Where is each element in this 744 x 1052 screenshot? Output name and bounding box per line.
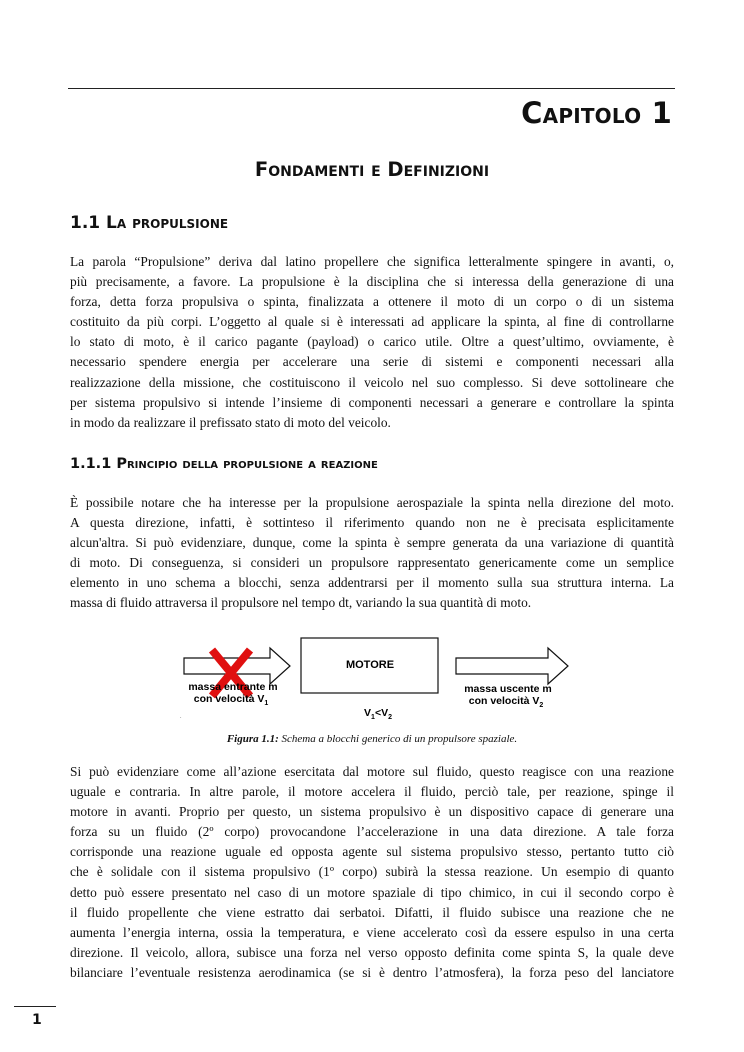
inlet-label-line2: con velocità $V_1$: [193, 693, 269, 707]
text-line: aumenta l’energia interna, ossia la temperatura, e viene accelerato così da essere espulso in una certa: [70, 924, 674, 940]
velocity-relation: $V_1<V_2$: [364, 707, 392, 721]
text-line: bilanciare l’eventuale resistenza aerodinamica (se si è dentro l’atmosfera), la forza peso del lanciatore: [70, 964, 674, 980]
text-line: di moto. Di conseguenza, si consideri un propulsore rappresentato genericamente come un semplice: [70, 555, 674, 571]
chapter-title: Fondamenti e Definizioni: [254, 158, 490, 181]
text-line: più precisamente, a favore. La propulsione è la disciplina che si interessa della generazione di una: [70, 274, 674, 290]
subsection-heading: [70, 456, 378, 472]
caption-text: Schema a blocchi generico di un propulsore spaziale.: [281, 733, 518, 745]
chapter-top-rule: [68, 88, 675, 89]
text-line: direzione. Il veicolo, allora, subisce una forza nel verso opposto definita come spinta S, la quale deve: [70, 944, 674, 960]
outlet-label-line1: massa uscente m: [464, 683, 552, 695]
caption-label: Figura 1.1:: [226, 733, 279, 745]
paragraph-propulsione: [70, 252, 674, 433]
chapter-label: Capitolo 1: [521, 96, 672, 130]
text-line: che è solidale con il sistema propulsivo (1º corpo) subirà la stessa reazione. Un esempio di quanto: [70, 864, 674, 880]
text-line: motore in avanti. Proprio per questo, un sistema propulsivo è un dispositivo capace di generare una: [70, 804, 674, 820]
inlet-label-line1: massa entrante m: [188, 681, 278, 693]
outlet-label-line2: con velocità $V_2$: [468, 695, 544, 709]
section-title: La propulsione: [106, 213, 229, 233]
text-line: La parola “Propulsione” deriva dal latino propellere che significa letteralmente spingere in avanti, o,: [70, 254, 674, 269]
text-line: necessario spendere energia per accelerare una serie di sistemi e componenti necessari alla: [70, 354, 674, 370]
section-heading: [70, 213, 228, 233]
text-line: il fluido propellente che viene estratto dai serbatoi. Difatti, il fluido subisce una reazione che ne: [70, 904, 674, 920]
text-line: elemento in uno schema a blocchi, senza addentrarsi per il momento sulla sua struttura interna. La: [70, 575, 674, 591]
text-line: costituito da più corpi. L’oggetto al quale si è interessati ad applicare la spinta, al fine di controllarne: [70, 314, 674, 330]
text-line: forza, detta forza propulsiva o spinta, finalizzata a ottenere il moto di un corpo o di un sistema: [70, 294, 674, 310]
text-line: realizzazione della missione, che costituiscono il veicolo nel suo complesso. Si deve sottolineare che: [70, 374, 674, 390]
paragraph-reazione: [70, 762, 674, 983]
figure-dot: .: [180, 714, 182, 720]
text-line: massa di fluido attraversa il propulsore nel tempo dt, variando la sua quantità di moto.: [70, 595, 532, 611]
figure-caption: [0, 733, 744, 745]
text-line: corrisponde una reazione uguale ed opposta agente sul sistema propulsivo stesso, pertanto tutto ciò: [70, 844, 674, 860]
text-line: A questa direzione, infatti, è sottinteso il riferimento quando non ne è precisata esplicitamente: [70, 515, 674, 531]
subsection-number: 1.1.1: [70, 456, 112, 472]
text-line: forza su un fluido (2º corpo) provocandone l’accelerazione in una data direzione. A tale forza: [70, 824, 674, 840]
paragraph-principio: [70, 493, 674, 614]
subsection-title: Principio della propulsione a reazione: [116, 456, 378, 472]
page-number: 1: [32, 1012, 42, 1028]
text-line: Si può evidenziare come all’azione esercitata dal motore sul fluido, questo reagisce con una reazione: [70, 764, 674, 779]
text-line: È possibile notare che ha interesse per la propulsione aerospaziale la spinta nella direzione del moto.: [70, 495, 674, 510]
outlet-arrow: [456, 648, 568, 684]
footer-rule: [14, 1006, 56, 1007]
text-line: in modo da realizzare il prefissato stato di moto del veicolo.: [70, 414, 391, 430]
text-line: uguale e contraria. In altre parole, il motore accelera il fluido, perciò tale, per reazione, spinge il: [70, 784, 674, 800]
text-line: lo stato di moto, è il carico pagante (payload) o carico utile. Oltre a quest’ultimo, ovviamente, è: [70, 334, 674, 350]
text-line: per sistema propulsivo si intende l’insieme di componenti necessari a generare e controllare la spinta: [70, 394, 674, 410]
motor-label: MOTORE: [345, 659, 395, 671]
block-diagram: [178, 636, 578, 726]
section-number: 1.1: [70, 213, 101, 233]
text-line: detto può essere presentato nel caso di un motore spaziale di tipo chimico, in cui il secondo corpo è: [70, 884, 674, 900]
text-line: alcun'altra. Si può evidenziare, dunque, come la spinta è sempre generata da una variazione di quantità: [70, 535, 674, 551]
